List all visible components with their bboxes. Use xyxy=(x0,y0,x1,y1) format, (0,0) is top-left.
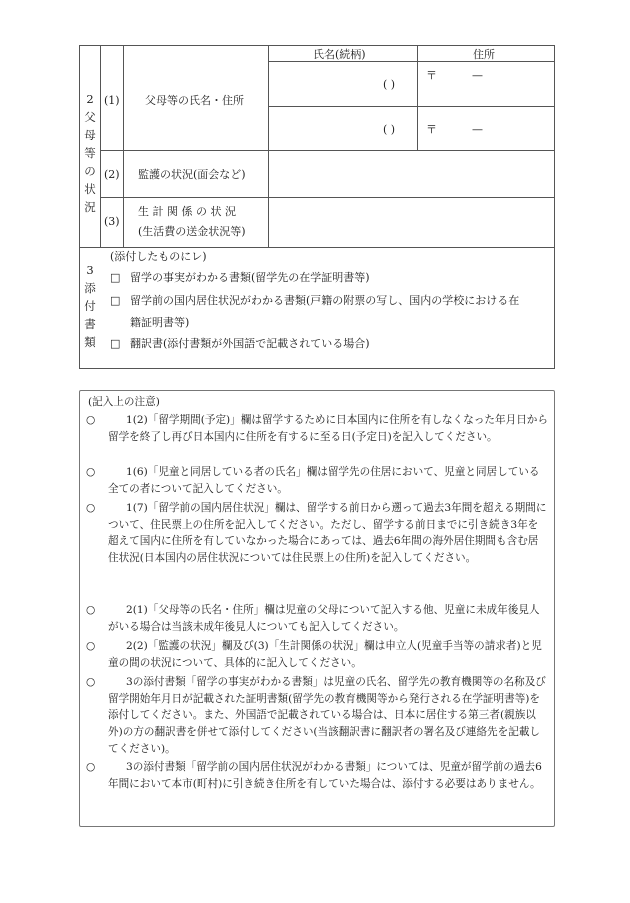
row-number: (2) xyxy=(104,168,120,181)
section-3-label xyxy=(80,261,100,351)
bullet-icon: ○ xyxy=(86,604,96,616)
bullet-icon: ○ xyxy=(86,640,96,652)
note-item xyxy=(86,500,548,567)
section-number: 3 xyxy=(86,263,94,277)
note-item xyxy=(86,412,548,445)
postal-mark: 〒 xyxy=(426,123,437,136)
label-char: 父 xyxy=(84,110,96,124)
note-text: 1(2)「留学期間(予定)」欄は留学するために日本国内に住所を有しなくなった年月日から留学を終了し再び日本国内に住所を有するに至る日(予定日)を記入してください。 xyxy=(108,414,548,443)
note-item xyxy=(86,638,548,671)
note-text: 2(1)「父母等の氏名・住所」欄は児童の父母について記入する他、児童に未成年後見人がいる場合は当該未成年後見人についても記入してください。 xyxy=(108,604,540,633)
label-char: 母 xyxy=(84,128,96,142)
section-number: 2 xyxy=(86,92,94,106)
attach-item: 留学前の国内居住状況がわかる書類(戸籍の附票の写し、国内の学校における在 xyxy=(130,294,520,307)
bullet-icon: ○ xyxy=(86,502,96,514)
note-item xyxy=(86,759,548,792)
bullet-icon: ○ xyxy=(86,466,96,478)
attach-item: 翻訳書(添付書類が外国語で記載されている場合) xyxy=(130,337,370,350)
postal-dash: — xyxy=(472,123,483,136)
divider xyxy=(268,61,554,62)
header-address: 住所 xyxy=(473,48,495,61)
section-2-label xyxy=(80,90,100,216)
label-char: 添 xyxy=(84,281,96,295)
bullet-icon: ○ xyxy=(86,676,96,688)
note-text: 3の添付書類「留学前の国内居住状況がわかる書類」については、児童が留学前の過去6年間において本市(町村)に引き続き住所を有していた場合は、添付する必要はありません。 xyxy=(108,761,542,790)
bullet-icon: ○ xyxy=(86,761,96,773)
divider xyxy=(123,46,124,247)
note-text: 1(7)「留学前の国内居住状況」欄は、留学する前日から遡って過去3年間を超える期間について、住民票上の住所を記入してください。ただし、留学する前日までに引き続き3年を超えて国内に住所を有していなかった場合にあっては、過去6年間の海外居住期間も含む居住状況(日本国内の居住状況については住民票上の住所)を記入してください。 xyxy=(108,502,547,565)
divider xyxy=(100,46,101,247)
checkbox[interactable]: □ xyxy=(110,294,121,307)
relationship-field[interactable]: ( ) xyxy=(383,123,396,136)
label-char: 類 xyxy=(84,335,96,349)
note-text: 1(6)「児童と同居している者の氏名」欄は留学先の住居において、児童と同居している全ての者について記入してください。 xyxy=(108,466,540,495)
label-char: 状 xyxy=(84,182,96,196)
divider xyxy=(268,46,269,247)
attach-item: 留学の事実がわかる書類(留学先の在学証明書等) xyxy=(130,271,370,284)
divider xyxy=(417,46,418,150)
relationship-field[interactable]: ( ) xyxy=(383,78,396,91)
form-table xyxy=(79,45,555,369)
note-item xyxy=(86,602,548,635)
label-char: の xyxy=(84,164,96,178)
notes-title: (記入上の注意) xyxy=(88,396,160,408)
checkbox[interactable]: □ xyxy=(110,337,121,350)
divider xyxy=(100,197,554,198)
label-char: 況 xyxy=(84,200,96,214)
row-label: 生 計 関 係 の 状 況 xyxy=(138,205,236,218)
label-char: 等 xyxy=(84,146,96,160)
notes-box xyxy=(79,390,555,827)
note-text: 3の添付書類「留学の事実がわかる書類」は児童の氏名、留学先の教育機関等の名称及び留学開始年月日が記載された証明書類(留学先の教育機関等から発行される在学証明書等)を添付してください。また、外国語で記載されている場合は、日本に居住する第三者(親族以外)の方の翻訳書を併せて添付してください(当該翻訳書に翻訳者の署名及び連絡先を記載してください)。 xyxy=(108,676,546,755)
divider xyxy=(80,247,554,248)
label-char: 付 xyxy=(84,299,96,313)
label-char: 書 xyxy=(84,317,96,331)
row-label: 父母等の氏名・住所 xyxy=(145,94,244,107)
checkbox[interactable]: □ xyxy=(110,271,121,284)
divider xyxy=(100,150,554,151)
row-number: (1) xyxy=(104,94,120,107)
note-text: 2(2)「監護の状況」欄及び(3)「生計関係の状況」欄は申立人(児童手当等の請求者)と児童の間の状況について、具体的に記入してください。 xyxy=(108,640,542,669)
attach-item-continued: 籍証明書等) xyxy=(130,316,190,329)
header-name: 氏名(続柄) xyxy=(313,48,366,61)
note-item xyxy=(86,464,548,497)
row-label: (生活費の送金状況等) xyxy=(138,225,246,238)
note-item xyxy=(86,674,548,758)
row-label: 監護の状況(面会など) xyxy=(138,168,246,181)
postal-dash: — xyxy=(472,69,483,82)
postal-mark: 〒 xyxy=(426,69,437,82)
bullet-icon: ○ xyxy=(86,414,96,426)
row-number: (3) xyxy=(104,215,120,228)
divider xyxy=(268,106,554,107)
attach-heading: (添付したものにレ) xyxy=(110,250,207,263)
